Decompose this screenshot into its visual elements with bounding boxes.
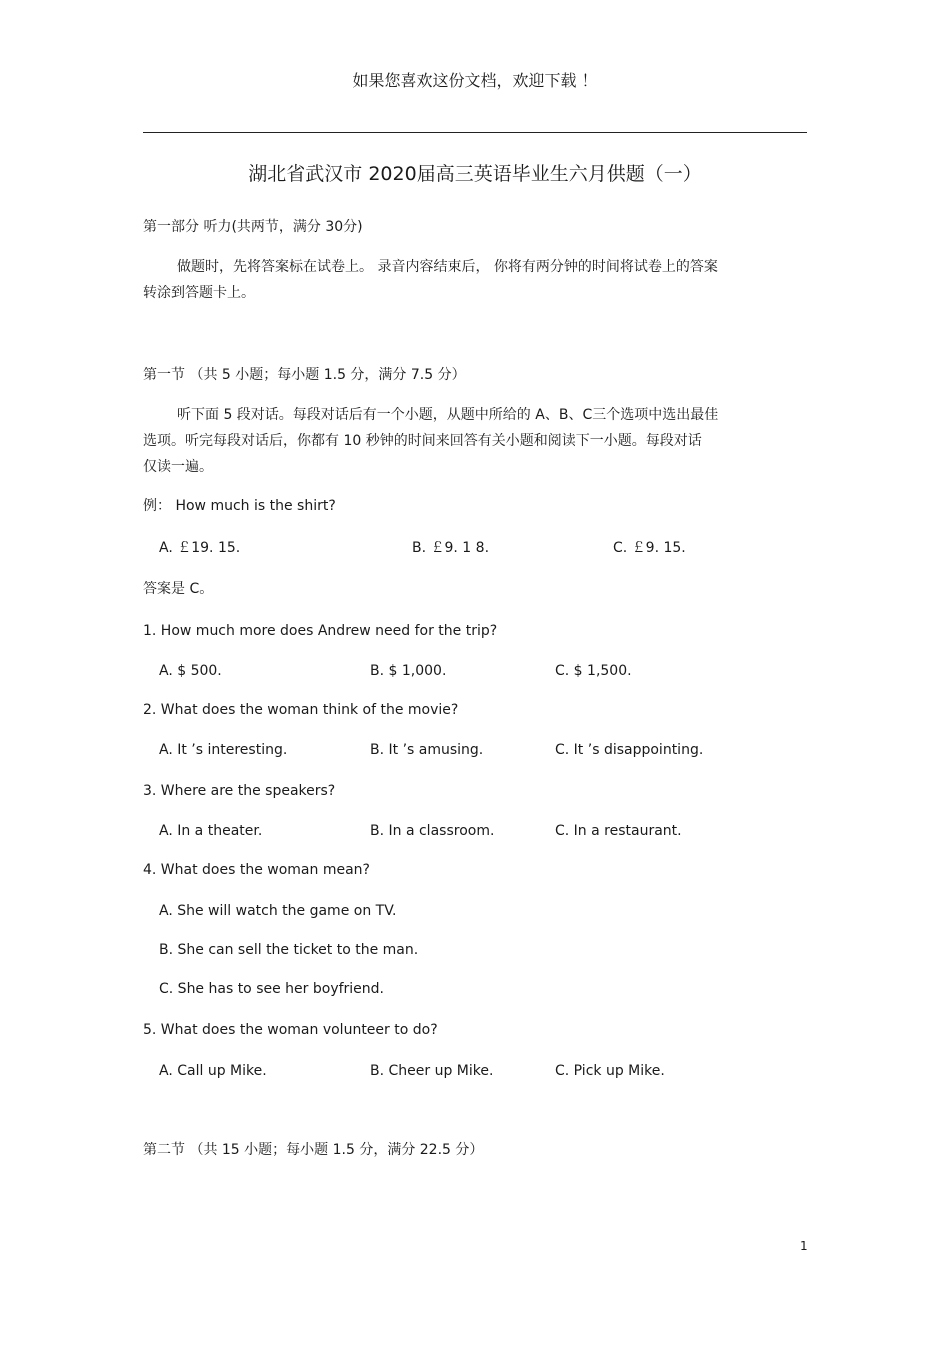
question-1-option-a: A. $ 500. — [159, 663, 222, 679]
question-1: 1. How much more does Andrew need for the trip? — [143, 623, 498, 639]
section2-heading: 第二节 （共 15 小题；每小题 1.5 分，满分 22.5 分） — [143, 1142, 484, 1158]
question-5-option-b: B. Cheer up Mike. — [370, 1063, 494, 1079]
example-question: 例： How much is the shirt? — [143, 498, 336, 514]
question-4-option-c: C. She has to see her boyfriend. — [159, 981, 384, 997]
question-5-option-a: A. Call up Mike. — [159, 1063, 267, 1079]
part1-heading: 第一部分 听力(共两节，满分 30分) — [143, 219, 363, 235]
question-2: 2. What does the woman think of the movie? — [143, 702, 459, 718]
section1-instruction-line2: 选项。听完每段对话后，你都有 10 秒钟的时间来回答有关小题和阅读下一小题。每段对话 — [143, 433, 702, 449]
part1-instruction-line1: 做题时，先将答案标在试卷上。 录音内容结束后， 你将有两分钟的时间将试卷上的答案 — [177, 259, 718, 275]
question-4: 4. What does the woman mean? — [143, 862, 370, 878]
part1-instruction-line2: 转涂到答题卡上。 — [143, 285, 255, 301]
page-number: 1 — [800, 1239, 808, 1253]
question-2-option-a: A. It ’s interesting. — [159, 742, 288, 758]
question-4-option-b: B. She can sell the ticket to the man. — [159, 942, 419, 958]
question-2-option-b: B. It ’s amusing. — [370, 742, 484, 758]
question-2-option-c: C. It ’s disappointing. — [555, 742, 704, 758]
example-option-b: B. ￡9. 1 8. — [412, 540, 490, 556]
example-option-c: C. ￡9. 15. — [613, 540, 686, 556]
document-title: 湖北省武汉市 2020届高三英语毕业生六月供题（一） — [248, 163, 702, 185]
section1-instruction-line1: 听下面 5 段对话。每段对话后有一个小题，从题中所给的 A、B、C三个选项中选出最佳 — [177, 407, 719, 423]
example-option-a: A. ￡19. 15. — [159, 540, 241, 556]
question-1-option-c: C. $ 1,500. — [555, 663, 632, 679]
section1-instructions — [143, 402, 803, 480]
page-header: 如果您喜欢这份文档，欢迎下载 ！ — [352, 71, 598, 90]
part1-instructions — [143, 254, 793, 306]
example-answer: 答案是 C。 — [143, 581, 214, 597]
question-3-option-a: A. In a theater. — [159, 823, 263, 839]
section1-instruction-line3: 仅读一遍。 — [143, 459, 213, 475]
question-3-option-b: B. In a classroom. — [370, 823, 495, 839]
question-3-option-c: C. In a restaurant. — [555, 823, 682, 839]
section1-heading: 第一节 （共 5 小题；每小题 1.5 分，满分 7.5 分） — [143, 367, 466, 383]
question-3: 3. Where are the speakers? — [143, 783, 336, 799]
question-5: 5. What does the woman volunteer to do? — [143, 1022, 438, 1038]
question-4-option-a: A. She will watch the game on TV. — [159, 903, 397, 919]
question-5-option-c: C. Pick up Mike. — [555, 1063, 665, 1079]
question-1-option-b: B. $ 1,000. — [370, 663, 447, 679]
header-divider — [143, 132, 807, 133]
